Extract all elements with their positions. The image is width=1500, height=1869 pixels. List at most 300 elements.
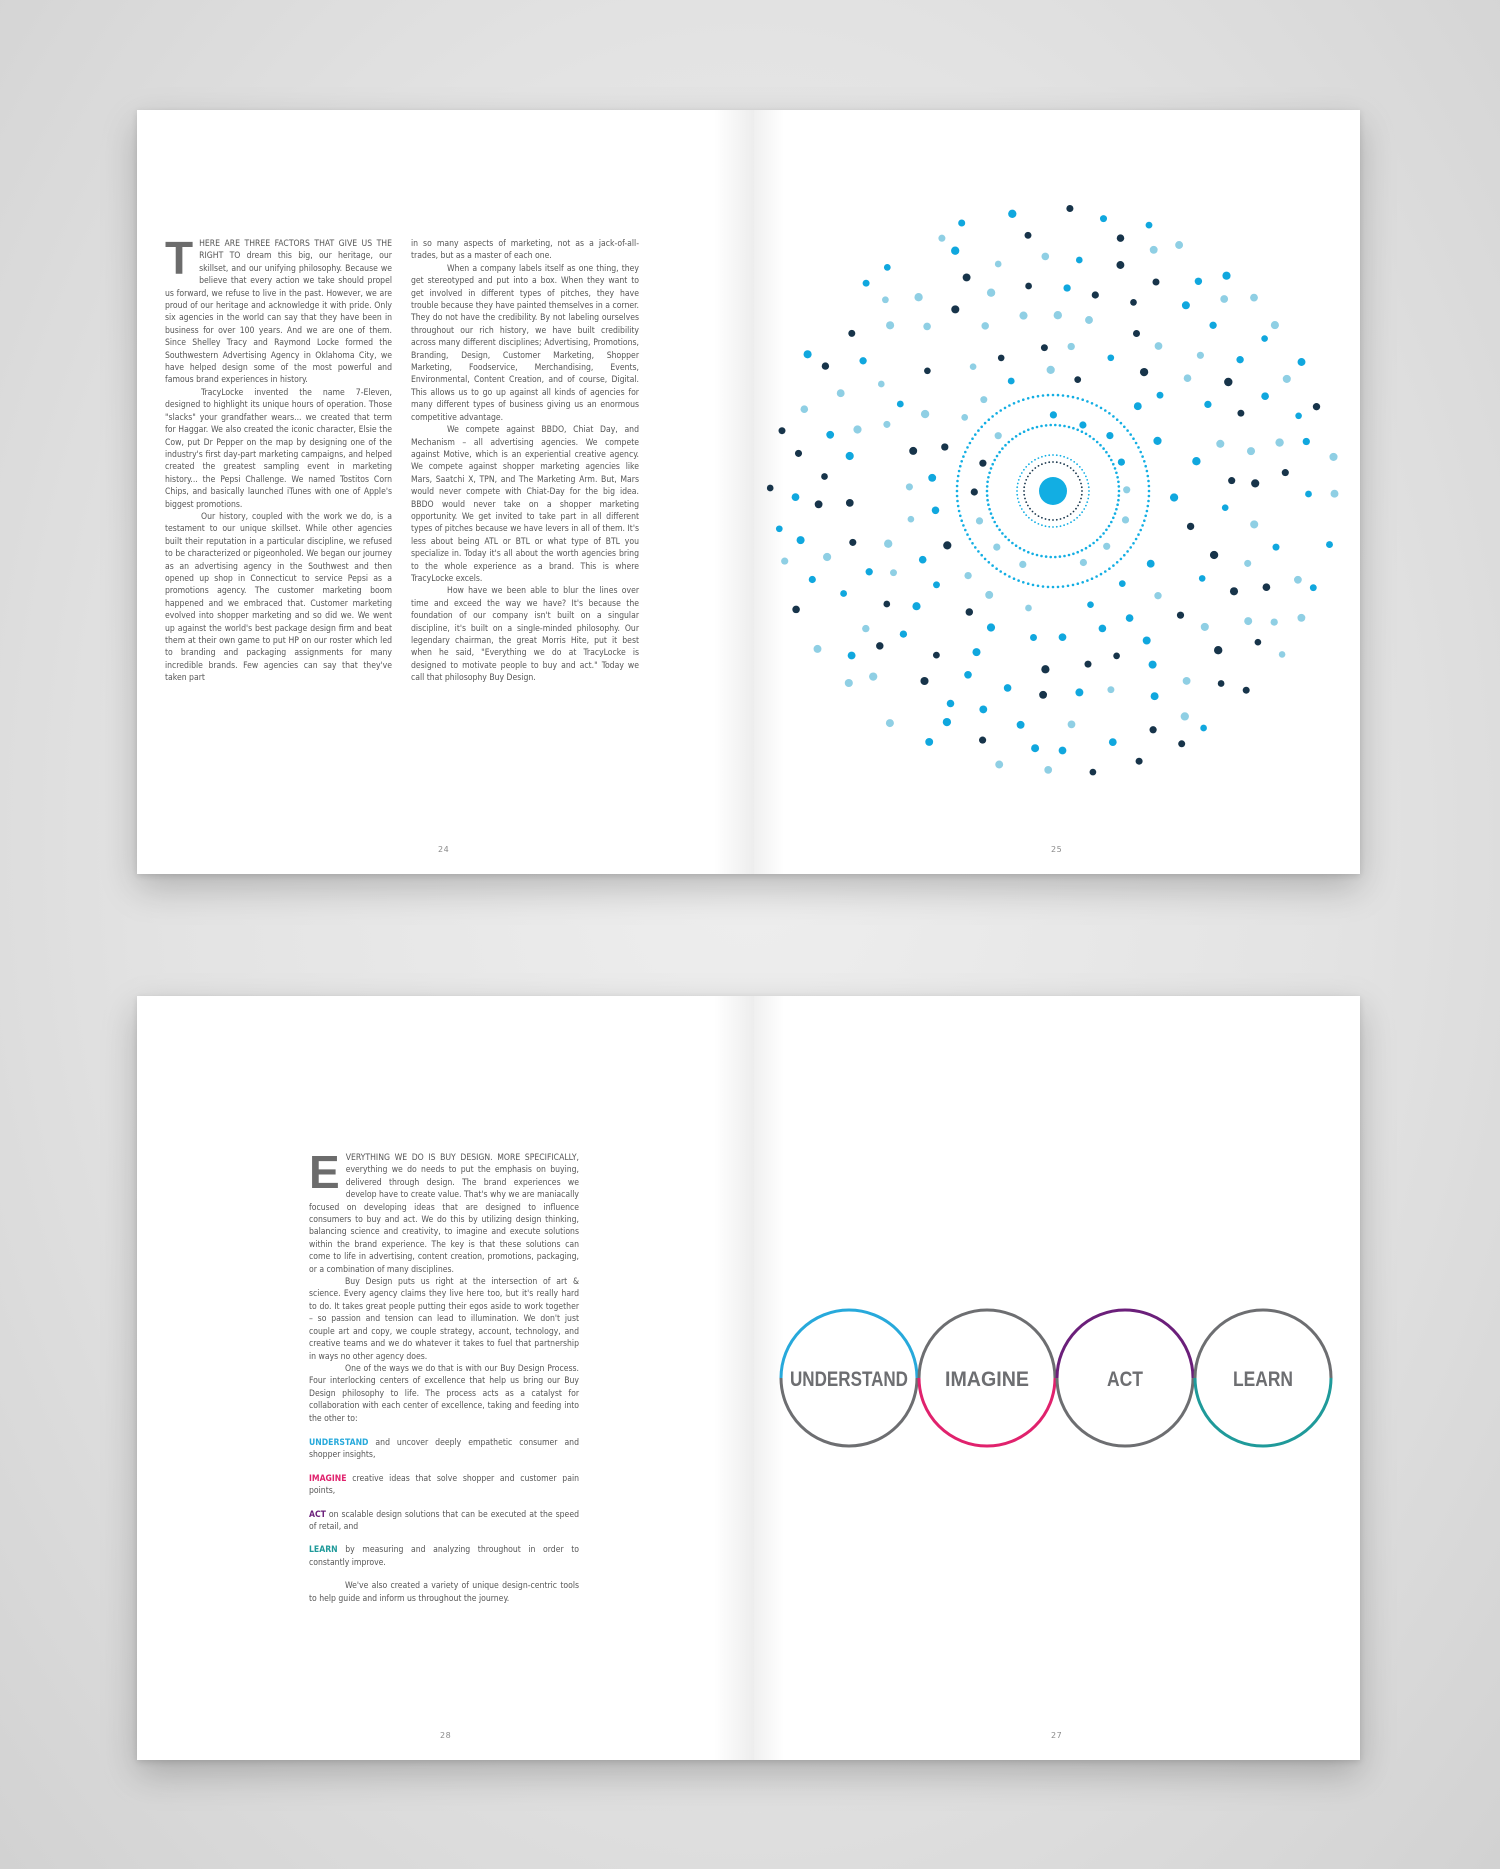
scatter-dot bbox=[846, 499, 854, 507]
ring-dot bbox=[1081, 398, 1084, 401]
scatter-dot bbox=[1068, 721, 1076, 729]
ring-dot bbox=[1021, 472, 1023, 474]
ring-dot bbox=[1077, 476, 1079, 478]
scatter-dot bbox=[1326, 541, 1333, 548]
scatter-dot bbox=[1004, 684, 1012, 692]
ring-dot bbox=[1081, 581, 1084, 584]
ring-dot bbox=[1123, 554, 1126, 557]
ring-dot bbox=[1042, 394, 1045, 397]
ring-dot bbox=[991, 517, 994, 520]
paragraph: everything we do needs to put the emphasis on buying, delivered through design. The brand experiences we develop have to create value. That's why we are maniacally focused on developing ideas that are designed to influence consumers to buy and act. We do this by utilizing design thinking, balancing science and creativity, to imagine and execute solutions within the brand experience. The key is that these solutions can come to life in advertising, content creation, promotions, packaging, or a combination of many disciplines. bbox=[309, 1165, 579, 1275]
text-column-1 bbox=[165, 232, 392, 685]
scatter-dot bbox=[976, 517, 983, 524]
scatter-dot bbox=[941, 443, 948, 450]
ring-dot bbox=[1013, 402, 1016, 405]
scatter-dot bbox=[884, 540, 892, 548]
scatter-dot bbox=[1155, 342, 1163, 350]
ring-dot bbox=[1144, 515, 1147, 518]
ring-dot bbox=[1016, 494, 1018, 496]
ring-dot bbox=[956, 500, 959, 503]
scatter-dot bbox=[1153, 437, 1161, 445]
list-item bbox=[309, 1437, 579, 1462]
ring-dot bbox=[1085, 433, 1088, 436]
ring-dot bbox=[1139, 451, 1142, 454]
ring-dot bbox=[1123, 426, 1126, 429]
ring-dot bbox=[986, 494, 989, 497]
ring-dot bbox=[1070, 467, 1072, 469]
scatter-dot bbox=[1133, 330, 1140, 337]
ring-dot bbox=[1067, 465, 1069, 467]
ring-dot bbox=[1056, 454, 1058, 456]
ring-dot bbox=[1137, 446, 1140, 449]
scatter-dot bbox=[995, 761, 1003, 769]
ring-dot bbox=[991, 463, 994, 466]
page-number: 24 bbox=[438, 845, 450, 854]
ring-dot bbox=[995, 567, 998, 570]
ring-dot bbox=[988, 472, 991, 475]
scatter-dot bbox=[972, 648, 980, 656]
scatter-dot bbox=[814, 645, 822, 653]
ring-dot bbox=[959, 465, 962, 468]
ring-dot bbox=[1041, 456, 1043, 458]
scatter-dot bbox=[958, 219, 965, 226]
ring-dot bbox=[1023, 511, 1025, 513]
scatter-dot bbox=[1247, 447, 1255, 455]
ring-dot bbox=[966, 446, 969, 449]
ring-dot bbox=[1019, 476, 1021, 478]
circle-label: UNDERSTAND bbox=[790, 1368, 908, 1391]
ring-dot bbox=[1086, 579, 1089, 582]
ring-dot bbox=[1045, 424, 1048, 427]
scatter-dot bbox=[1222, 504, 1229, 511]
paragraph: One of the ways we do that is with our Buy Design Process. Four interlocking centers of excellence that help us bring our Buy Design philosophy to life. The process acts as a catalyst for collaboration with each center of excellence, taking and feeding into the other to: bbox=[309, 1363, 579, 1424]
scatter-dot bbox=[970, 363, 977, 370]
lead-in: HERE ARE THREE FACTORS THAT GIVE US THE RIGHT TO bbox=[199, 239, 392, 262]
scatter-dot bbox=[1244, 560, 1251, 567]
ring-dot bbox=[1120, 422, 1123, 425]
ring-dot bbox=[1032, 396, 1035, 399]
paragraph: Our history, coupled with the work we do, is a testament to our unique skillset. While other agencies built their reputation in a particular discipline, we refused to be characterized or pigeonholed. We began our journey as an advertising agency in the Southwest and then opened up shop in Connecticut to service Pepsi as a promotions agency. The customer marketing boom happened and we embraced that. Customer marketing evolved into shopper marketing and so did we. We went up against the world's best package design firm and beat them at their own game to put HP on our roster which led to branding and packaging assignments for many incredible brands. Few agencies can say that they've taken part bbox=[165, 511, 392, 684]
scatter-dot bbox=[1201, 623, 1209, 631]
ring-dot bbox=[1024, 498, 1026, 500]
scatter-dot bbox=[1244, 617, 1252, 625]
ring-dot bbox=[1102, 532, 1105, 535]
ring-dot bbox=[1118, 485, 1121, 488]
scatter-dot bbox=[1123, 486, 1130, 493]
ring-dot bbox=[1013, 577, 1016, 580]
ring-dot bbox=[1023, 469, 1025, 471]
ring-dot bbox=[957, 505, 960, 508]
scatter-dot bbox=[1079, 421, 1086, 428]
scatter-dot bbox=[1107, 354, 1114, 361]
scatter-dot bbox=[845, 679, 853, 687]
ring-dot bbox=[1025, 479, 1027, 481]
ring-dot bbox=[1096, 441, 1099, 444]
scatter-dot bbox=[1220, 295, 1228, 303]
ring-dot bbox=[977, 429, 980, 432]
ring-dot bbox=[1038, 465, 1040, 467]
ring-dot bbox=[1104, 570, 1107, 573]
scatter-dot bbox=[1090, 769, 1097, 776]
ring-dot bbox=[1146, 470, 1149, 473]
ring-dot bbox=[1063, 555, 1066, 558]
ring-dot bbox=[1062, 585, 1065, 588]
scatter-dot bbox=[1224, 378, 1232, 386]
ring-dot bbox=[986, 481, 989, 484]
ring-dot bbox=[1135, 442, 1138, 445]
ring-dot bbox=[1037, 585, 1040, 588]
ring-dot bbox=[1077, 582, 1080, 585]
circle-label: ACT bbox=[1107, 1368, 1144, 1391]
ring-dot bbox=[1052, 461, 1054, 463]
ring-dot bbox=[1038, 523, 1040, 525]
scatter-dot bbox=[1177, 612, 1184, 619]
ring-dot bbox=[1108, 525, 1111, 528]
ring-dot bbox=[986, 499, 989, 502]
ring-dot bbox=[1047, 394, 1050, 397]
ring-dot bbox=[1018, 501, 1020, 503]
scatter-dot bbox=[981, 322, 989, 330]
scatter-dot bbox=[863, 280, 870, 287]
spread-1 bbox=[137, 110, 1360, 874]
ring-dot bbox=[974, 433, 977, 436]
ring-dot bbox=[1034, 467, 1036, 469]
scatter-dot bbox=[1122, 516, 1129, 523]
scatter-dot bbox=[823, 553, 831, 561]
ring-dot bbox=[974, 546, 977, 549]
ring-dot bbox=[1022, 398, 1025, 401]
scatter-dot bbox=[921, 410, 929, 418]
scatter-dot bbox=[979, 705, 987, 713]
scatter-dot bbox=[1197, 352, 1204, 359]
ring-dot bbox=[1126, 550, 1129, 553]
ring-dot bbox=[1116, 476, 1119, 479]
scatter-dot bbox=[1146, 222, 1153, 229]
scatter-dot bbox=[822, 362, 829, 369]
ring-dot bbox=[1017, 498, 1019, 500]
scatter-dot bbox=[804, 350, 812, 358]
scatter-dot bbox=[961, 414, 968, 421]
ring-dot bbox=[1076, 551, 1079, 554]
ring-dot bbox=[969, 442, 972, 445]
ring-dot bbox=[1100, 407, 1103, 410]
page-number: 28 bbox=[440, 1731, 452, 1740]
scatter-dot bbox=[883, 601, 890, 608]
scatter-dot bbox=[1273, 544, 1280, 551]
scatter-dot bbox=[1250, 294, 1258, 302]
ring-dot bbox=[986, 485, 989, 488]
scatter-dot bbox=[1149, 661, 1157, 669]
ring-dot bbox=[1076, 517, 1078, 519]
ring-dot bbox=[1048, 461, 1050, 463]
ring-dot bbox=[1027, 582, 1030, 585]
ring-dot bbox=[1029, 508, 1031, 510]
process-circles-diagram bbox=[754, 996, 1360, 1760]
scatter-dot bbox=[971, 488, 978, 495]
ring-dot bbox=[958, 510, 961, 513]
scatter-dot bbox=[862, 625, 869, 632]
ring-dot bbox=[1080, 498, 1082, 500]
scatter-dot bbox=[933, 652, 940, 659]
scatter-dot bbox=[1310, 584, 1317, 591]
scatter-dot bbox=[897, 401, 904, 408]
ring-dot bbox=[1077, 505, 1079, 507]
scatter-dot bbox=[1074, 376, 1081, 383]
scatter-dot bbox=[1147, 560, 1155, 568]
scatter-dot bbox=[1187, 523, 1194, 530]
ring-dot bbox=[1081, 490, 1083, 492]
scatter-dot bbox=[882, 296, 889, 303]
ring-dot bbox=[1081, 511, 1083, 513]
scatter-dot bbox=[1085, 316, 1093, 324]
scatter-dot bbox=[886, 321, 894, 329]
ring-dot bbox=[1027, 551, 1030, 554]
scatter-dot bbox=[909, 447, 917, 455]
scatter-dot bbox=[966, 608, 973, 615]
ring-dot bbox=[1025, 514, 1027, 516]
ring-dot bbox=[1088, 494, 1090, 496]
ring-dot bbox=[1076, 429, 1079, 432]
scatter-dot bbox=[1140, 368, 1148, 376]
ring-dot bbox=[996, 455, 999, 458]
scatter-dot bbox=[1149, 726, 1156, 733]
scatter-dot bbox=[1017, 721, 1025, 729]
ring-dot bbox=[971, 437, 974, 440]
scatter-dot bbox=[1298, 358, 1306, 366]
ring-dot bbox=[1144, 465, 1147, 468]
scatter-dot bbox=[1099, 625, 1107, 633]
ring-dot bbox=[1023, 486, 1025, 488]
scatter-dot bbox=[951, 247, 959, 255]
ring-dot bbox=[1081, 494, 1083, 496]
ring-dot bbox=[1011, 542, 1014, 545]
ring-dot bbox=[1092, 438, 1095, 441]
scatter-dot bbox=[1134, 402, 1142, 410]
scatter-dot bbox=[1100, 215, 1107, 222]
ring-dot bbox=[1041, 524, 1043, 526]
ring-dot bbox=[1048, 454, 1050, 456]
ring-dot bbox=[1105, 451, 1108, 454]
ring-dot bbox=[1001, 447, 1004, 450]
scatter-dot bbox=[776, 525, 783, 532]
ring-dot bbox=[1004, 444, 1007, 447]
ring-dot bbox=[1042, 585, 1045, 588]
ring-dot bbox=[991, 564, 994, 567]
ring-dot bbox=[1031, 519, 1033, 521]
ring-dot bbox=[1085, 505, 1087, 507]
ring-dot bbox=[1091, 402, 1094, 405]
spread-2 bbox=[137, 996, 1360, 1760]
ring-dot bbox=[1004, 407, 1007, 410]
ring-dot bbox=[1115, 472, 1118, 475]
scatter-dot bbox=[1154, 592, 1161, 599]
scatter-dot bbox=[995, 432, 1002, 439]
scatter-dot bbox=[1126, 614, 1134, 622]
scatter-dot bbox=[925, 738, 933, 746]
ring-dot bbox=[971, 542, 974, 545]
ring-dot bbox=[1031, 461, 1033, 463]
ring-dot bbox=[980, 426, 983, 429]
scatter-dot bbox=[979, 460, 986, 467]
ring-dot bbox=[1037, 395, 1040, 398]
scatter-dot bbox=[1294, 576, 1302, 584]
ring-dot bbox=[1110, 459, 1113, 462]
ring-dot bbox=[1099, 536, 1102, 539]
scatter-dot bbox=[906, 483, 913, 490]
ring-dot bbox=[1068, 554, 1071, 557]
paragraph: When a company labels itself as one thing, they get stereotyped and put into a box. When they want to get involved in different types of pitches, they have trouble because they have painted themselves in a corner. They do not have the credibility. By not labeling ourselves throughout our rich history, we have built credibility across many different disciplines; Advertising, Promotions, Branding, Design, Customer Marketing, Shopper Marketing, Foodservice, Merchandising, Events, Environmental, Content Creation, and of course, Digital. This allows us to go up against all kinds of agencies for many different types of business giving us an enormous competitive advantage. bbox=[411, 263, 639, 423]
ring-dot bbox=[1091, 577, 1094, 580]
ring-dot bbox=[1063, 517, 1065, 519]
ring-dot bbox=[1147, 475, 1150, 478]
ring-dot bbox=[1060, 455, 1062, 457]
ring-dot bbox=[1079, 466, 1081, 468]
scatter-dot bbox=[866, 568, 873, 575]
ring-dot bbox=[1088, 486, 1090, 488]
ring-dot bbox=[1011, 438, 1014, 441]
ring-dot bbox=[1079, 501, 1081, 503]
scatter-dot bbox=[821, 473, 828, 480]
ring-dot bbox=[1056, 526, 1058, 528]
scatter-dot bbox=[1157, 392, 1164, 399]
ring-dot bbox=[1059, 555, 1062, 558]
ring-dot bbox=[1031, 427, 1034, 430]
ring-dot bbox=[990, 467, 993, 470]
scatter-dot bbox=[849, 539, 856, 546]
ring-dot bbox=[1052, 454, 1054, 456]
process-circle-learn bbox=[1195, 1310, 1331, 1446]
scatter-dot bbox=[878, 381, 885, 388]
scatter-dot bbox=[1109, 738, 1117, 746]
ring-dot bbox=[1059, 424, 1062, 427]
ring-dot bbox=[962, 455, 965, 458]
scatter-dot bbox=[1331, 490, 1339, 498]
ring-dot bbox=[1114, 467, 1117, 470]
ring-dot bbox=[1132, 437, 1135, 440]
scatter-dot bbox=[848, 652, 856, 660]
scatter-dot bbox=[900, 630, 907, 637]
ring-dot bbox=[1086, 479, 1088, 481]
scatter-dot bbox=[1170, 493, 1178, 501]
scatter-dot bbox=[1184, 374, 1192, 382]
ring-dot bbox=[1110, 521, 1113, 524]
scatter-dot bbox=[1230, 587, 1238, 595]
scatter-dot bbox=[1025, 232, 1032, 239]
process-circle-imagine bbox=[919, 1310, 1055, 1446]
scatter-dot bbox=[1195, 278, 1202, 285]
ring-dot bbox=[1015, 544, 1018, 547]
ring-dot bbox=[1089, 544, 1092, 547]
ring-dot bbox=[1067, 395, 1070, 398]
ring-dot bbox=[1029, 472, 1031, 474]
scatter-dot bbox=[1204, 401, 1211, 408]
ring-dot bbox=[993, 521, 996, 524]
ring-dot bbox=[1132, 542, 1135, 545]
ring-dot bbox=[1049, 556, 1052, 559]
ring-dot bbox=[1017, 483, 1019, 485]
ring-dot bbox=[1036, 554, 1039, 557]
ring-dot bbox=[1075, 508, 1077, 510]
ring-dot bbox=[1052, 526, 1054, 528]
scatter-dot bbox=[1084, 661, 1091, 668]
scatter-dot bbox=[1297, 614, 1305, 622]
ring-dot bbox=[986, 490, 989, 493]
ring-dot bbox=[1116, 503, 1119, 506]
ring-dot bbox=[1057, 394, 1060, 397]
scatter-dot bbox=[1236, 356, 1243, 363]
ring-dot bbox=[1056, 461, 1058, 463]
scatter-dot bbox=[792, 606, 800, 614]
ring-dot bbox=[988, 561, 991, 564]
ring-dot bbox=[1032, 511, 1034, 513]
ring-dot bbox=[1104, 409, 1107, 412]
ring-dot bbox=[1117, 499, 1120, 502]
ring-dot bbox=[1116, 561, 1119, 564]
scatter-dot bbox=[1251, 479, 1259, 487]
ring-dot bbox=[1031, 553, 1034, 556]
ring-dot bbox=[1085, 547, 1088, 550]
ring-dot bbox=[1025, 466, 1027, 468]
scatter-dot bbox=[993, 544, 1000, 551]
circle-label: LEARN bbox=[1233, 1368, 1293, 1391]
scatter-dot bbox=[908, 516, 915, 523]
scatter-dot bbox=[1214, 646, 1222, 654]
ring-dot bbox=[1038, 457, 1040, 459]
ring-dot bbox=[1034, 513, 1036, 515]
scatter-dot bbox=[923, 323, 931, 331]
ring-dot bbox=[987, 476, 990, 479]
ring-dot bbox=[1063, 524, 1065, 526]
paragraph: dream this big, our heritage, our skillset, and our unifying philosophy. Because we believe that every action we take should propel us forward, we refuse to live in the past. However, we are proud of our heritage and acknowledge it with pride. Only six agencies in the world can say that they have been in business for over 100 years. And we are one of them. Since Shelley Tracy and Raymond Locke formed the Southwestern Advertising Agency in Oklahoma City, we have helped design some of the most powerful and famous brand experiences in history. bbox=[165, 251, 392, 386]
gutter-shadow bbox=[714, 996, 754, 1760]
scatter-dot bbox=[1305, 491, 1312, 498]
process-circle-understand bbox=[781, 1310, 917, 1446]
list-text: creative ideas that solve shopper and customer pain points, bbox=[309, 1473, 579, 1497]
list-item bbox=[309, 1473, 579, 1498]
scatter-dot bbox=[1118, 459, 1125, 466]
keyword: IMAGINE bbox=[309, 1473, 347, 1484]
ring-dot bbox=[1148, 485, 1151, 488]
scatter-dot bbox=[797, 536, 805, 544]
ring-dot bbox=[1057, 586, 1060, 589]
scatter-dot bbox=[1106, 432, 1113, 439]
scatter-dot bbox=[987, 289, 995, 297]
page-27 bbox=[754, 996, 1360, 1760]
ring-dot bbox=[1052, 394, 1055, 397]
scatter-dot bbox=[1103, 543, 1110, 550]
ring-dot bbox=[1087, 483, 1089, 485]
ring-dot bbox=[1092, 542, 1095, 545]
scatter-dot bbox=[1151, 692, 1159, 700]
list-text: by measuring and analyzing throughout in order to constantly improve. bbox=[309, 1545, 579, 1568]
ring-dot bbox=[1086, 501, 1088, 503]
ring-dot bbox=[1063, 425, 1066, 428]
scatter-dot bbox=[920, 677, 928, 685]
ring-dot bbox=[1008, 441, 1011, 444]
scatter-dot bbox=[1178, 740, 1185, 747]
ring-dot bbox=[1143, 460, 1146, 463]
scatter-dot bbox=[943, 541, 951, 549]
scatter-dot bbox=[826, 431, 834, 439]
scatter-dot bbox=[914, 293, 922, 301]
ring-dot bbox=[1129, 546, 1132, 549]
ring-dot bbox=[1089, 435, 1092, 438]
ring-dot bbox=[1088, 490, 1090, 492]
lead-in: VERYTHING WE DO IS BUY DESIGN. MORE SPECIFICALLY, bbox=[345, 1153, 579, 1163]
ring-dot bbox=[1032, 584, 1035, 587]
scatter-dot bbox=[1303, 438, 1310, 445]
ring-dot bbox=[991, 415, 994, 418]
